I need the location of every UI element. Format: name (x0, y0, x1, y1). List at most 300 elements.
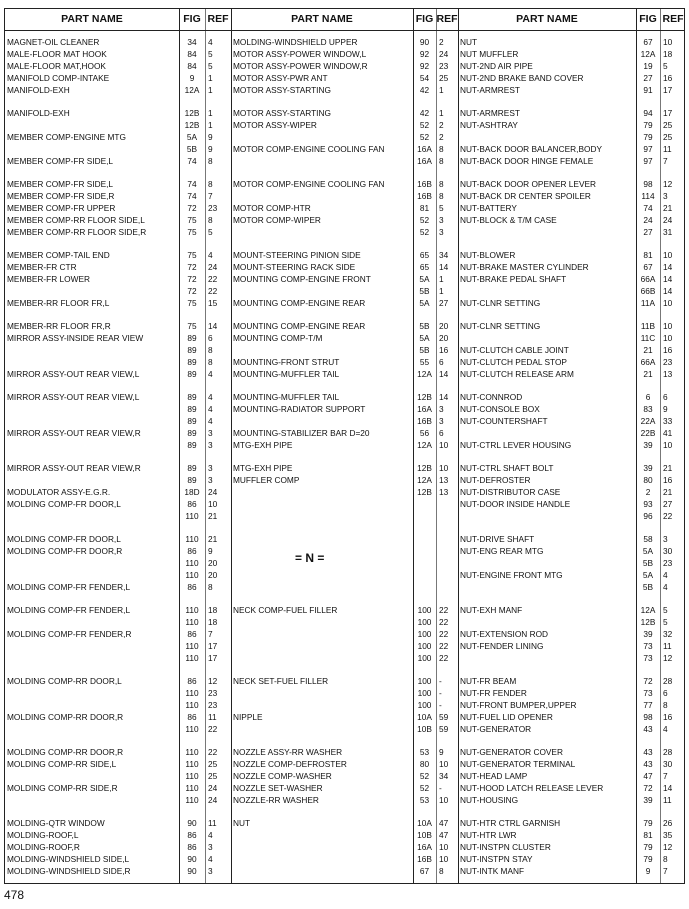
fig-number: 89 (187, 333, 197, 343)
fig-number: 84 (187, 49, 197, 59)
part-name: NUT-CONSOLE BOX (460, 404, 540, 414)
ref-number: 8 (208, 582, 213, 592)
fig-number: 72 (643, 783, 653, 793)
part-name: NUT-FR FENDER (460, 688, 527, 698)
part-name: MOTOR ASSY-WIPER (233, 120, 317, 130)
fig-number: 89 (187, 475, 197, 485)
part-name: MEMBER-FR CTR (7, 262, 77, 272)
fig-number: 24 (643, 215, 653, 225)
part-name: NUT-BLOCK & T/M CASE (460, 215, 557, 225)
ref-number: 7 (663, 771, 668, 781)
ref-number (436, 581, 456, 593)
part-name: MOLDING COMP-RR DOOR,L (7, 676, 122, 686)
part-name: NUT-GENERATOR TERMINAL (460, 759, 576, 769)
fig-number: 12B (417, 487, 432, 497)
ref-number: 26 (663, 818, 673, 828)
ref-number: 12 (663, 179, 673, 189)
part-name (231, 486, 413, 498)
part-name (231, 131, 413, 143)
fig-number: 67 (419, 866, 430, 876)
ref-number: 5 (663, 61, 668, 71)
ref-number: - (439, 783, 442, 793)
ref-number: 5 (663, 605, 668, 615)
part-name: NUT-INSTPN CLUSTER (460, 842, 551, 852)
fig-number: 89 (187, 357, 197, 367)
ref-number: 10 (439, 854, 449, 864)
fig-number: 16B (417, 416, 432, 426)
ref-number: 23 (208, 203, 218, 213)
ref-number: 9 (439, 747, 444, 757)
fig-number: 75 (187, 250, 197, 260)
ref-number: 8 (439, 866, 444, 876)
ref-number: - (439, 688, 442, 698)
header-fig: FIG (415, 13, 434, 25)
ref-number: 1 (208, 108, 213, 118)
fig-number: 100 (417, 700, 432, 710)
part-name: NUT-BRAKE PEDAL SHAFT (460, 274, 567, 284)
ref-number: 3 (208, 475, 213, 485)
ref-number: 3 (439, 416, 444, 426)
ref-number: 14 (663, 783, 673, 793)
fig-number: 110 (185, 511, 199, 521)
header-fig: FIG (639, 13, 657, 25)
ref-number: 17 (208, 641, 218, 651)
part-name (231, 415, 413, 427)
fig-number: 89 (187, 428, 197, 438)
part-name: NUT (233, 818, 251, 828)
fig-number: 77 (643, 700, 653, 710)
part-name: NUT (460, 37, 478, 47)
fig-number: 91 (643, 85, 653, 95)
fig-number: 100 (417, 676, 432, 686)
ref-number: 21 (208, 534, 218, 544)
part-name: NUT-DISTRIBUTOR CASE (460, 487, 561, 497)
part-name (231, 841, 413, 853)
part-name: NUT-BATTERY (460, 203, 517, 213)
fig-number: 89 (187, 463, 197, 473)
fig-number: 72 (643, 676, 653, 686)
part-name: NUT-INTK MANF (460, 866, 525, 876)
ref-number: 7 (208, 629, 213, 639)
fig-number: 27 (643, 227, 653, 237)
fig-number: 12A (184, 85, 200, 95)
fig-number: 42 (419, 108, 430, 118)
ref-number: 2 (439, 37, 444, 47)
fig-number: 74 (187, 156, 197, 166)
ref-number: 6 (208, 333, 213, 343)
fig-number: 39 (643, 629, 653, 639)
fig-number: 75 (187, 215, 197, 225)
part-name: NUT-HEAD LAMP (460, 771, 528, 781)
ref-number: 18 (208, 617, 218, 627)
ref-number: 7 (663, 866, 668, 876)
ref-number: 25 (208, 759, 218, 769)
part-name: NUT-FR BEAM (460, 676, 517, 686)
fig-number: 79 (643, 120, 653, 130)
fig-number: 83 (643, 404, 653, 414)
part-name: NUT-BACK DOOR HINGE FEMALE (460, 156, 594, 166)
part-name: NUT-HOUSING (460, 795, 519, 805)
fig-number: 97 (643, 156, 653, 166)
ref-number: 3 (663, 534, 668, 544)
ref-number: 23 (439, 61, 449, 71)
fig-number: 75 (187, 321, 197, 331)
ref-number: 17 (208, 653, 218, 663)
ref-number: 22 (208, 286, 218, 296)
fig-number: 16A (417, 144, 432, 154)
part-name: MAGNET-OIL CLEANER (7, 37, 100, 47)
ref-number: 8 (439, 156, 444, 166)
part-name (231, 628, 413, 640)
part-name (458, 557, 636, 569)
part-name (231, 652, 413, 664)
part-name: MOUNTING-MUFFLER TAIL (233, 392, 340, 402)
ref-number: 8 (208, 179, 213, 189)
part-name (231, 723, 413, 735)
ref-number: 24 (208, 487, 218, 497)
ref-number: 3 (439, 215, 444, 225)
ref-number: 5 (439, 203, 444, 213)
part-name: MIRROR ASSY-OUT REAR VIEW,R (7, 463, 141, 473)
fig-number: 5B (419, 286, 430, 296)
fig-number: 110 (185, 653, 199, 663)
part-name: MOUNTING COMP-T/M (233, 333, 323, 343)
part-name: MIRROR ASSY-OUT REAR VIEW,L (7, 392, 140, 402)
fig-number: 21 (643, 345, 653, 355)
part-name: MOTOR ASSY-POWER WINDOW,L (233, 49, 367, 59)
fig-number: 16B (417, 179, 432, 189)
ref-number: 7 (208, 191, 213, 201)
part-name: MALE-FLOOR MAT HOOK (7, 49, 107, 59)
fig-number: 54 (419, 73, 430, 83)
fig-number: 110 (185, 724, 199, 734)
fig-number: 39 (643, 795, 653, 805)
part-name: NUT-BACK DOOR OPENER LEVER (460, 179, 597, 189)
part-name: NUT-HTR LWR (460, 830, 517, 840)
ref-number: 28 (663, 676, 673, 686)
part-name (458, 652, 636, 664)
part-name: NUT-CLUTCH PEDAL STOP (460, 357, 567, 367)
fig-number: 5B (642, 558, 654, 568)
ref-number: 14 (439, 392, 449, 402)
ref-number: 1 (208, 85, 213, 95)
fig-number: 34 (187, 37, 197, 47)
ref-number: 32 (663, 629, 673, 639)
fig-number: 110 (185, 605, 199, 615)
ref-number: 22 (208, 747, 218, 757)
part-name: MOUNTING COMP-ENGINE REAR (233, 298, 366, 308)
part-name: MOLDING-QTR WINDOW (7, 818, 105, 828)
fig-number: 12A (417, 369, 432, 379)
ref-number: 35 (663, 830, 673, 840)
fig-number: 79 (643, 132, 653, 142)
part-name: MEMBER-RR FLOOR FR,R (7, 321, 111, 331)
ref-number: 5 (663, 617, 668, 627)
fig-number: 81 (643, 830, 653, 840)
part-name (458, 581, 636, 593)
part-name: MOUNTING-STABILIZER BAR D=20 (233, 428, 370, 438)
fig-number: 5A (642, 546, 654, 556)
ref-number: 14 (439, 262, 449, 272)
fig-number: 65 (419, 262, 430, 272)
fig-number: 43 (643, 724, 653, 734)
fig-number: 86 (187, 629, 197, 639)
fig-number: 74 (187, 179, 197, 189)
fig-number: 86 (187, 712, 197, 722)
fig-number: 96 (643, 511, 653, 521)
ref-number (436, 498, 456, 510)
fig-number: 47 (643, 771, 653, 781)
part-name (458, 510, 636, 522)
part-name: MOTOR ASSY-PWR ANT (233, 73, 328, 83)
fig-number: 79 (643, 842, 653, 852)
fig-number: 5A (419, 333, 430, 343)
part-name (231, 190, 413, 202)
fig-number: 72 (187, 274, 197, 284)
ref-number: 3 (663, 191, 668, 201)
fig-number: 12B (184, 120, 200, 130)
part-name: MEMBER COMP-RR FLOOR SIDE,R (7, 227, 147, 237)
fig-number: 53 (419, 795, 430, 805)
part-name (5, 415, 179, 427)
fig-number: 79 (643, 818, 653, 828)
ref-number: 41 (663, 428, 673, 438)
fig-number: 16A (417, 842, 432, 852)
part-name: MOLDING-WINDSHIELD SIDE,L (7, 854, 130, 864)
fig-number: 110 (185, 534, 199, 544)
part-name (5, 356, 179, 368)
fig-number: 72 (187, 262, 197, 272)
ref-number: 1 (439, 108, 444, 118)
fig-number: 72 (187, 203, 197, 213)
ref-number: 5 (208, 227, 213, 237)
part-name: MIRROR ASSY-OUT REAR VIEW,R (7, 428, 141, 438)
fig-number: 52 (419, 215, 430, 225)
part-name (5, 640, 179, 652)
fig-number: 90 (187, 866, 197, 876)
fig-number (413, 557, 436, 569)
ref-number: 6 (439, 428, 444, 438)
fig-number: 16A (417, 156, 432, 166)
part-name (5, 474, 179, 486)
ref-number: 3 (439, 404, 444, 414)
ref-number: 21 (208, 511, 218, 521)
part-name (231, 829, 413, 841)
section-letter-mark: = N = (295, 551, 325, 565)
fig-number: 16B (417, 854, 432, 864)
ref-number: 22 (439, 629, 449, 639)
fig-number: 110 (185, 700, 199, 710)
ref-number: 15 (208, 298, 218, 308)
part-name: NUT-INSTPN STAY (460, 854, 533, 864)
ref-number: 9 (208, 546, 213, 556)
fig-number: 10B (417, 830, 432, 840)
ref-number: 4 (208, 830, 213, 840)
ref-number: 23 (663, 558, 673, 568)
fig-number: 12A (417, 475, 432, 485)
part-name: MOUNTING COMP-ENGINE FRONT (233, 274, 371, 284)
fig-number: 86 (187, 499, 197, 509)
ref-number: 24 (208, 795, 218, 805)
ref-number: 9 (663, 404, 668, 414)
fig-number: 19 (643, 61, 653, 71)
part-name: NUT-FRONT BUMPER,UPPER (460, 700, 577, 710)
part-name: MEMBER COMP-FR UPPER (7, 203, 116, 213)
part-name (5, 510, 179, 522)
fig-number: 86 (187, 546, 197, 556)
part-name (458, 427, 636, 439)
ref-number: 8 (439, 179, 444, 189)
part-name: MOLDING COMP-FR FENDER,L (7, 605, 131, 615)
part-name: MOTOR ASSY-STARTING (233, 108, 331, 118)
part-name: NOZZLE-RR WASHER (233, 795, 319, 805)
part-name: NUT-BRAKE MASTER CYLINDER (460, 262, 589, 272)
part-name: MOTOR COMP-WIPER (233, 215, 321, 225)
part-name (231, 155, 413, 167)
ref-number: 4 (208, 392, 213, 402)
fig-number: 110 (185, 795, 199, 805)
ref-number: 20 (439, 333, 449, 343)
ref-number: 47 (439, 830, 449, 840)
part-name (5, 616, 179, 628)
ref-number: 3 (208, 428, 213, 438)
ref-number: 30 (663, 546, 673, 556)
fig-number: 81 (643, 250, 653, 260)
ref-number: 20 (208, 558, 218, 568)
fig-number: 55 (419, 357, 430, 367)
ref-number: 27 (439, 298, 449, 308)
ref-number: 4 (208, 404, 213, 414)
fig-number (413, 569, 436, 581)
ref-number: 1 (439, 274, 444, 284)
part-name: NUT-CLNR SETTING (460, 298, 541, 308)
fig-number: 2 (645, 487, 651, 497)
ref-number: 4 (208, 854, 213, 864)
part-name: NUT-GENERATOR COVER (460, 747, 563, 757)
part-name: NUT-DRIVE SHAFT (460, 534, 535, 544)
ref-number: - (439, 676, 442, 686)
fig-number: 110 (185, 558, 199, 568)
part-name (231, 853, 413, 865)
part-name: MOLDING-WINDSHIELD SIDE,R (7, 866, 131, 876)
ref-number: 3 (208, 440, 213, 450)
fig-number: 89 (187, 416, 197, 426)
fig-number: 110 (185, 617, 199, 627)
fig-number: 86 (187, 830, 197, 840)
fig-number: 110 (185, 759, 199, 769)
ref-number: 6 (663, 688, 668, 698)
part-name (231, 699, 413, 711)
fig-number: 21 (643, 369, 653, 379)
fig-number: 43 (643, 747, 653, 757)
fig-number: 98 (643, 712, 653, 722)
fig-number: 10A (417, 818, 432, 828)
part-name: MOLDING COMP-FR DOOR,R (7, 546, 123, 556)
ref-number: 47 (439, 818, 449, 828)
fig-number: 73 (643, 653, 653, 663)
part-name (5, 699, 179, 711)
part-name: NUT-2ND BRAKE BAND COVER (460, 73, 584, 83)
fig-number: 66A (640, 274, 656, 284)
fig-number: 22A (640, 416, 656, 426)
ref-number: 16 (663, 345, 673, 355)
fig-number: 89 (187, 345, 197, 355)
fig-number: 10A (417, 712, 432, 722)
fig-number: 5B (186, 144, 198, 154)
part-name: NECK COMP-FUEL FILLER (233, 605, 338, 615)
part-name: NUT-EXH MANF (460, 605, 523, 615)
ref-number: 59 (439, 712, 449, 722)
ref-number: 16 (663, 712, 673, 722)
ref-number: 59 (439, 724, 449, 734)
ref-number: 10 (663, 321, 673, 331)
ref-number (436, 533, 456, 545)
fig-number: 56 (419, 428, 430, 438)
part-name: MOUNT-STEERING RACK SIDE (233, 262, 356, 272)
ref-number: 25 (663, 120, 673, 130)
fig-number: 5A (186, 132, 198, 142)
ref-number: 17 (663, 85, 673, 95)
fig-number: 52 (419, 771, 430, 781)
part-name: MEMBER-FR LOWER (7, 274, 90, 284)
fig-number: 110 (185, 783, 199, 793)
ref-number: 1 (208, 73, 213, 83)
part-name: NOZZLE COMP-DEFROSTER (233, 759, 347, 769)
fig-number: 5A (642, 570, 654, 580)
part-name: MOUNTING-FRONT STRUT (233, 357, 340, 367)
fig-number: 80 (643, 475, 653, 485)
part-name: NIPPLE (233, 712, 263, 722)
fig-number: 92 (419, 49, 430, 59)
ref-number: 6 (663, 392, 668, 402)
fig-number: 67 (643, 37, 653, 47)
part-name: MEMBER COMP-TAIL END (7, 250, 110, 260)
ref-number: 3 (208, 866, 213, 876)
ref-number: 21 (663, 463, 673, 473)
ref-number: 25 (208, 771, 218, 781)
fig-number: 110 (185, 570, 199, 580)
ref-number: 21 (663, 203, 673, 213)
ref-number: 20 (439, 321, 449, 331)
ref-number (436, 545, 456, 557)
ref-number (436, 510, 456, 522)
ref-number: 25 (439, 73, 449, 83)
fig-number: 81 (419, 203, 430, 213)
ref-number: - (439, 700, 442, 710)
fig-number: 84 (187, 61, 197, 71)
ref-number: 11 (663, 641, 672, 651)
part-name: NUT-DOOR INSIDE HANDLE (460, 499, 571, 509)
fig-number: 80 (419, 759, 430, 769)
fig-number: 110 (185, 771, 199, 781)
part-name: MIRROR ASSY-OUT REAR VIEW,L (7, 369, 140, 379)
fig-number: 86 (187, 582, 197, 592)
fig-number: 5B (642, 582, 654, 592)
fig-number: 75 (187, 227, 197, 237)
ref-number: 18 (663, 49, 673, 59)
part-name: NUT-CTRL LEVER HOUSING (460, 440, 572, 450)
fig-number: 11C (640, 333, 656, 343)
ref-number: 10 (439, 842, 449, 852)
ref-number: 14 (208, 321, 218, 331)
fig-number: 73 (643, 688, 653, 698)
ref-number: 10 (663, 333, 673, 343)
ref-number: 10 (439, 759, 449, 769)
ref-number: 10 (439, 795, 449, 805)
part-name (458, 332, 636, 344)
fig-number: 86 (187, 676, 197, 686)
header-ref: REF (207, 13, 229, 25)
